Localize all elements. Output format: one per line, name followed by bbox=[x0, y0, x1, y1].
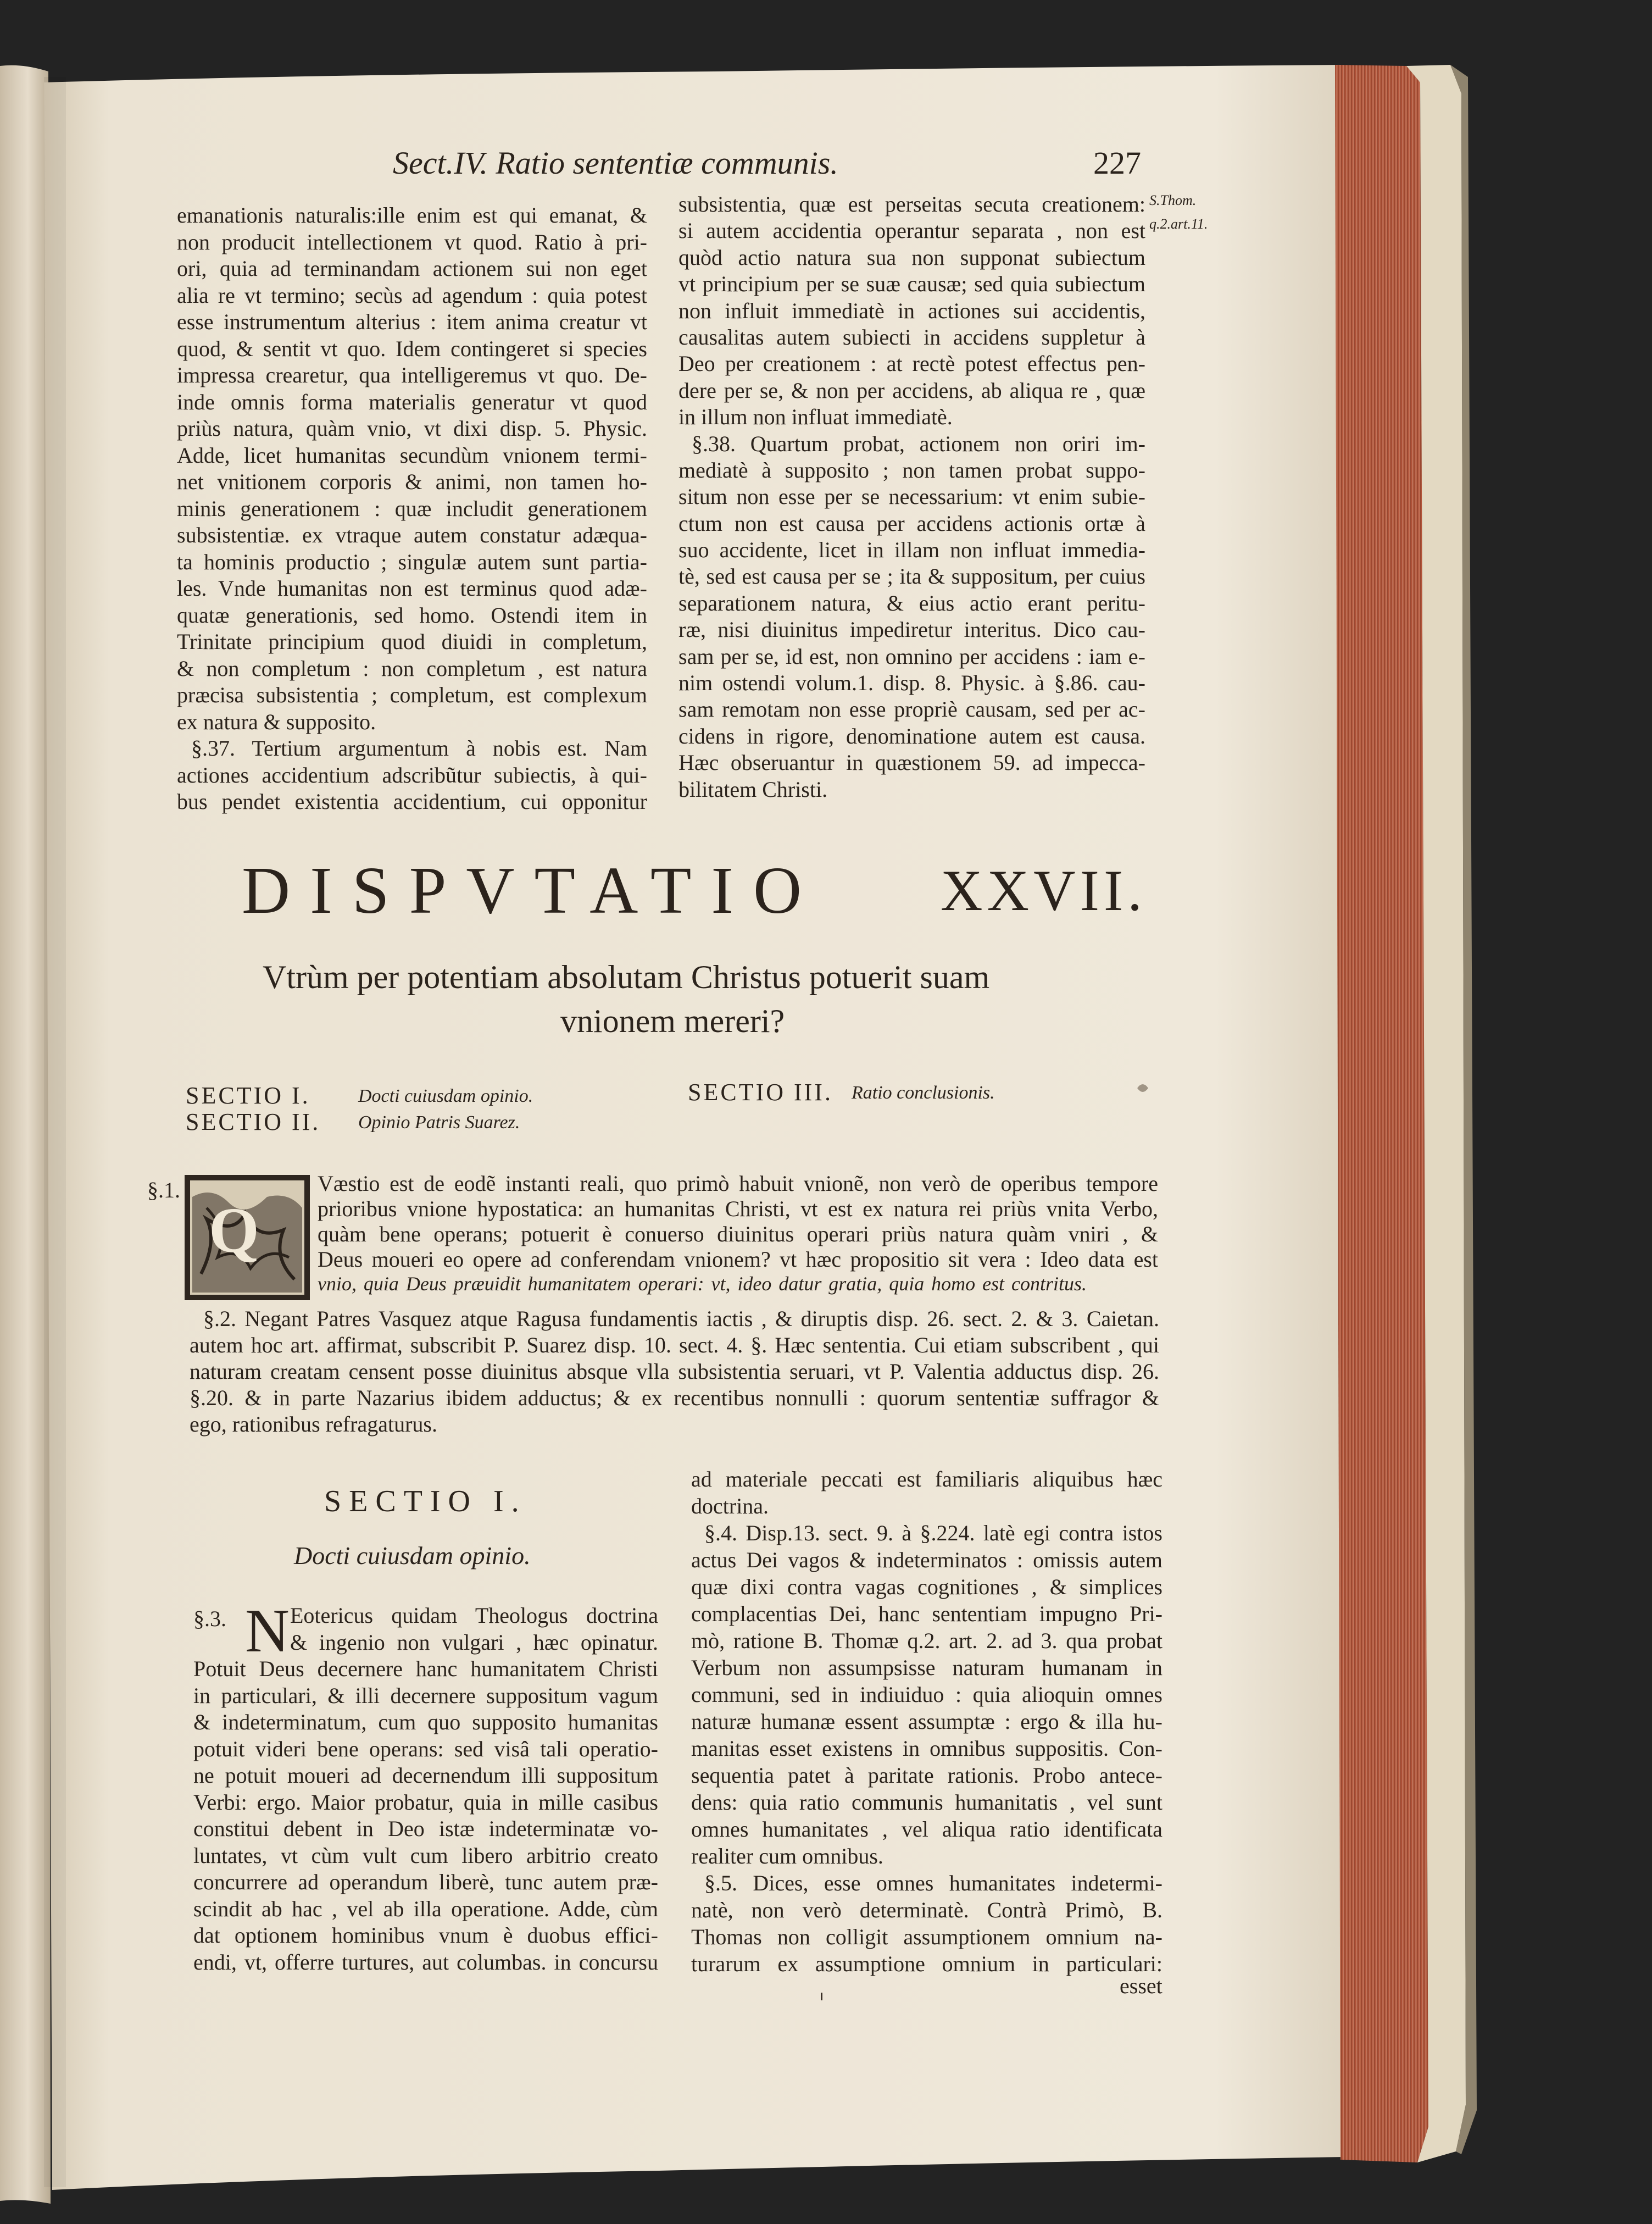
text-line: §.5. Dices, esse omnes humanitates indetermi- bbox=[704, 1871, 1162, 1895]
section-subheading: Docti cuiusdam opinio. bbox=[294, 1541, 531, 1569]
text-line: Verbum non assumpsisse naturam humanam in bbox=[691, 1655, 1162, 1680]
text-line: sequentia patet à paritate rationis. Probo antece- bbox=[691, 1763, 1162, 1788]
text-line: quod, & sentit vt quo. Idem contingeret si species bbox=[177, 336, 647, 361]
disputatio-question-line-2: vnionem mereri? bbox=[560, 1003, 785, 1039]
text-line: ex natura & supposito. bbox=[177, 709, 376, 734]
text-line: dens: quia ratio communis humanitatis , vel sunt bbox=[691, 1790, 1162, 1815]
text-line: si autem accidentia operantur separata , non est bbox=[678, 218, 1145, 243]
text-line: & indeterminatum, cum quo supposito humanitas bbox=[193, 1710, 658, 1734]
text-line: causalitas autem subiecti in accidens suppletur à bbox=[678, 324, 1145, 350]
column-2-bottom bbox=[691, 1468, 1162, 1980]
text-line: §.2. Negant Patres Vasquez atque Ragusa fundamentis iactis , & diruptis disp. 26. sect. 2. & 3. Caietan. bbox=[203, 1306, 1159, 1331]
sectio-1-body bbox=[193, 1658, 658, 1978]
section-list-label: SECTIO I. bbox=[186, 1082, 310, 1109]
text-line: doctrina. bbox=[691, 1494, 769, 1518]
text-line: suo accidente, licet in illam non influat immedia- bbox=[678, 537, 1145, 563]
column-2-top bbox=[678, 193, 1145, 805]
text-line: vt principium per se suæ causæ; sed quia subiectum bbox=[678, 271, 1145, 297]
margin-note-reference: q.2.art.11. bbox=[1149, 216, 1208, 232]
catchword: esset bbox=[1120, 1973, 1162, 1998]
text-line: cidens in rigore, denominatione autem est causa. bbox=[678, 723, 1145, 748]
text-line: Trinitate principium quod diuidi in completum, bbox=[177, 629, 647, 654]
text-line: actus Dei vagos & indeterminatos : omissis autem bbox=[691, 1548, 1162, 1572]
text-line: tè, sed est causa per se ; ita & suppositum, per cuius bbox=[678, 564, 1145, 589]
text-line: ta hominis productio ; singulæ autem sunt partia- bbox=[177, 549, 647, 574]
text-line: §.4. Disp.13. sect. 9. à §.224. latè egi contra istos bbox=[704, 1521, 1162, 1545]
text-line: dere per se, & non per accidens, ab aliqua re , quæ bbox=[678, 378, 1145, 403]
text-line: non influit immediatè in actiones sui accidentis, bbox=[678, 298, 1145, 323]
column-1-top bbox=[177, 204, 647, 818]
text-line: dat optionem hominibus vnum è duobus effici- bbox=[193, 1923, 658, 1948]
text-line: subsistentiæ. ex vtraque autem constatur adæqua- bbox=[177, 523, 647, 547]
text-line: in particulari, & illi decernere suppositum vagum bbox=[193, 1683, 658, 1708]
text-line: naturæ humanæ essent assumptæ : ergo & illa hu- bbox=[691, 1709, 1162, 1734]
section-heading: SECTIO I. bbox=[324, 1484, 527, 1518]
text-line: §.38. Quartum probat, actionem non oriri im- bbox=[692, 431, 1145, 456]
text-line: non producit intellectionem vt quod. Ratio à pri- bbox=[177, 229, 647, 254]
text-line: nim ostendi volum.1. disp. 8. Physic. à §.86. cau- bbox=[678, 670, 1145, 696]
text-line: alia re vt termino; secùs ad agendum : quia potest bbox=[177, 282, 647, 308]
margin-note-s-thom: S.Thom. bbox=[1149, 192, 1197, 208]
text-line: actiones accidentium adscribũtur subiectis, à qui- bbox=[177, 762, 647, 787]
disputatio-title: DISPVTATIO bbox=[242, 853, 822, 928]
page-edges bbox=[1335, 65, 1428, 2162]
text-line: net vnitionem corporis & animi, non tamen ho- bbox=[177, 469, 647, 494]
disputatio-number: XXVII. bbox=[941, 858, 1147, 923]
paragraph-marker: §.1. bbox=[147, 1178, 180, 1202]
text-line: complacentias Dei, hanc sententiam impugno Pri- bbox=[691, 1601, 1162, 1626]
text-line: scindit ab hac , vel ab illa operatione. Adde, cùm bbox=[193, 1896, 658, 1921]
text-line: impressa crearetur, qua intelligeremus vt quo. De- bbox=[177, 363, 647, 387]
text-line: Adde, licet humanitas secundùm vnionem termi- bbox=[177, 442, 647, 468]
section-list-label: SECTIO II. bbox=[186, 1108, 321, 1135]
section-list-desc: Docti cuiusdam opinio. bbox=[358, 1086, 533, 1106]
paragraph-marker: §.3. bbox=[193, 1606, 226, 1631]
text-line: ne potuit moueri ad decernendum illi suppositum bbox=[193, 1763, 658, 1788]
text-line: omnes humanitates , vel aliqua ratio identificata bbox=[691, 1817, 1162, 1842]
text-line: §.37. Tertium argumentum à nobis est. Nam bbox=[191, 736, 647, 761]
text-line: concurrere ad operandum liberè, tunc autem præ- bbox=[193, 1870, 658, 1894]
text-line: quatæ generationis, sed homo. Ostendi item in bbox=[177, 602, 647, 628]
text-line: prioribus vnione hypostatica: an humanitas Christi, vt est ex natura rei priùs vnita Verbo, bbox=[318, 1196, 1158, 1221]
text-line: mò, ratione B. Thomæ q.2. art. 2. ad 3. qua probat bbox=[691, 1628, 1162, 1653]
text-line: ctum non est causa per accidens actionis ortæ à bbox=[678, 511, 1145, 536]
running-head: Sect.IV. Ratio sententiæ communis. bbox=[393, 145, 838, 181]
text-line: Deo per creationem : at rectè potest effectus pen- bbox=[678, 351, 1145, 376]
text-line: ræ, nisi diuinitus impediretur interitus. Dico cau- bbox=[678, 617, 1145, 642]
text-line: emanationis naturalis:ille enim est qui emanat, & bbox=[177, 203, 647, 228]
text-line: turarum ex assumptione omnium in particulari: bbox=[691, 1951, 1162, 1976]
text-line: §.20. & in parte Nazarius ibidem adductus; & ex recentibus nonnulli : quorum sententiæ suffragor & bbox=[190, 1385, 1159, 1410]
text-line: Hæc obseruantur in quæstionem 59. ad impecca- bbox=[678, 750, 1145, 775]
left-page bbox=[0, 65, 51, 2204]
text-line: Væstio est de eodẽ instanti reali, quo primò habuit vnionẽ, non verò de operibus tempore bbox=[318, 1171, 1158, 1196]
text-line: Deus moueri eo opere ad conferendam vnionem? vt hæc propositio sit vera : Ideo data est bbox=[318, 1247, 1158, 1272]
text-line: Potuit Deus decernere hanc humanitatem Christi bbox=[193, 1656, 658, 1681]
text-line: manitas esset existens in omnibus suppositis. Con- bbox=[691, 1736, 1162, 1761]
text-line: subsistentia, quæ est perseitas secuta creationem: bbox=[678, 192, 1145, 217]
section-list-desc: Ratio conclusionis. bbox=[852, 1083, 995, 1103]
text-line: natè, non verò determinatè. Contrà Primò, B. bbox=[691, 1898, 1162, 1922]
text-line: sam remotam non esse propriè causam, sed per ac- bbox=[678, 697, 1145, 722]
section-list-desc: Opinio Patris Suarez. bbox=[358, 1112, 520, 1133]
text-line: quàm bene operans; potuerit è conuerso diuinitus operari priùs natura quàm vniri , & bbox=[318, 1222, 1158, 1246]
text-line: bilitatem Christi. bbox=[678, 777, 828, 802]
text-line: Verbi: ergo. Maior probatur, quia in mille casibus bbox=[193, 1789, 658, 1815]
text-line: in illum non influat immediatè. bbox=[678, 404, 953, 430]
text-line: potuit videri bene operans: sed visâ tali operatio- bbox=[193, 1736, 658, 1761]
text-line: endi, vt, offerre turtures, aut columbas. in concursu bbox=[193, 1949, 658, 1975]
text-line: præcisa subsistentia ; completum, est complexum bbox=[177, 683, 647, 707]
text-line: quæ dixi contra vagas cognitiones , & simplices bbox=[691, 1574, 1162, 1599]
text-line: & non completum : non completum , est natura bbox=[177, 656, 647, 681]
text-line: autem hoc art. affirmat, subscribit P. Suarez disp. 10. sect. 4. §. Hæc sententia. Cui etiam subscribent , qui bbox=[190, 1333, 1159, 1357]
text-line: Eotericus quidam Theologus doctrina bbox=[290, 1603, 658, 1628]
text-line: bus pendet existentia accidentium, cui opponitur bbox=[177, 789, 647, 814]
text-line: separationem natura, & eius actio erant peritu- bbox=[678, 590, 1145, 615]
text-line: naturam creatam censent posse diuinitus absque vlla subsistentia seruari, vt P. Valentia adductus disp. 26. bbox=[190, 1359, 1159, 1384]
text-line: esse instrumentum alterius : item anima creatur vt bbox=[177, 309, 647, 334]
text-line: priùs natura, quàm vnio, vt dixi disp. 5. Physic. bbox=[177, 416, 647, 441]
text-line: quòd actio natura sua non supponat subiectum bbox=[678, 245, 1145, 270]
text-line: vnio, quia Deus præuidit humanitatem operari: vt, ideo datur gratia, quia homo est contritus. bbox=[318, 1273, 1087, 1295]
text-line: communi, sed in indiuiduo : quia alioquin omnes bbox=[691, 1682, 1162, 1707]
text-line: situm non esse per se necessarium: vt enim subie- bbox=[678, 484, 1145, 509]
text-line: minis generationem : quæ includit generationem bbox=[177, 496, 647, 521]
text-line: ori, quia ad terminandam actionem sui non eget bbox=[177, 256, 647, 281]
paragraph-2 bbox=[190, 1308, 1159, 1440]
text-line: & ingenio non vulgari , hæc opinatur. bbox=[290, 1629, 658, 1655]
text-line: luntates, vt cùm vult cum libero arbitrio creato bbox=[193, 1843, 658, 1868]
sectio-1-first-lines bbox=[290, 1605, 658, 1658]
text-line: ego, rationibus refragaturus. bbox=[190, 1412, 437, 1437]
text-line: constitui debent in Deo istæ indeterminatæ vo- bbox=[193, 1816, 658, 1841]
text-line: sam per se, id est, non omnino per accidens : iam e- bbox=[678, 644, 1145, 669]
text-line: les. Vnde humanitas non est terminus quod adæ- bbox=[177, 576, 647, 601]
page-number: 227 bbox=[1093, 145, 1141, 181]
text-line: Thomas non colligit assumptionem omnium na- bbox=[691, 1924, 1162, 1949]
text-line: mediatè à supposito ; non tamen probat suppo- bbox=[678, 457, 1145, 482]
text-line: inde omnis forma materialis generatur vt quod bbox=[177, 389, 647, 414]
initial-letter: N bbox=[245, 1597, 290, 1665]
section-list-label: SECTIO III. bbox=[688, 1079, 833, 1106]
text-line: realiter cum omnibus. bbox=[691, 1844, 883, 1868]
paragraph-1 bbox=[318, 1173, 1158, 1299]
disputatio-question-line-1: Vtrùm per potentiam absolutam Christus potuerit suam bbox=[263, 959, 990, 995]
decorated-initial-letter: Q bbox=[209, 1194, 259, 1266]
text-line: ad materiale peccati est familiaris aliquibus hæc bbox=[691, 1467, 1162, 1491]
